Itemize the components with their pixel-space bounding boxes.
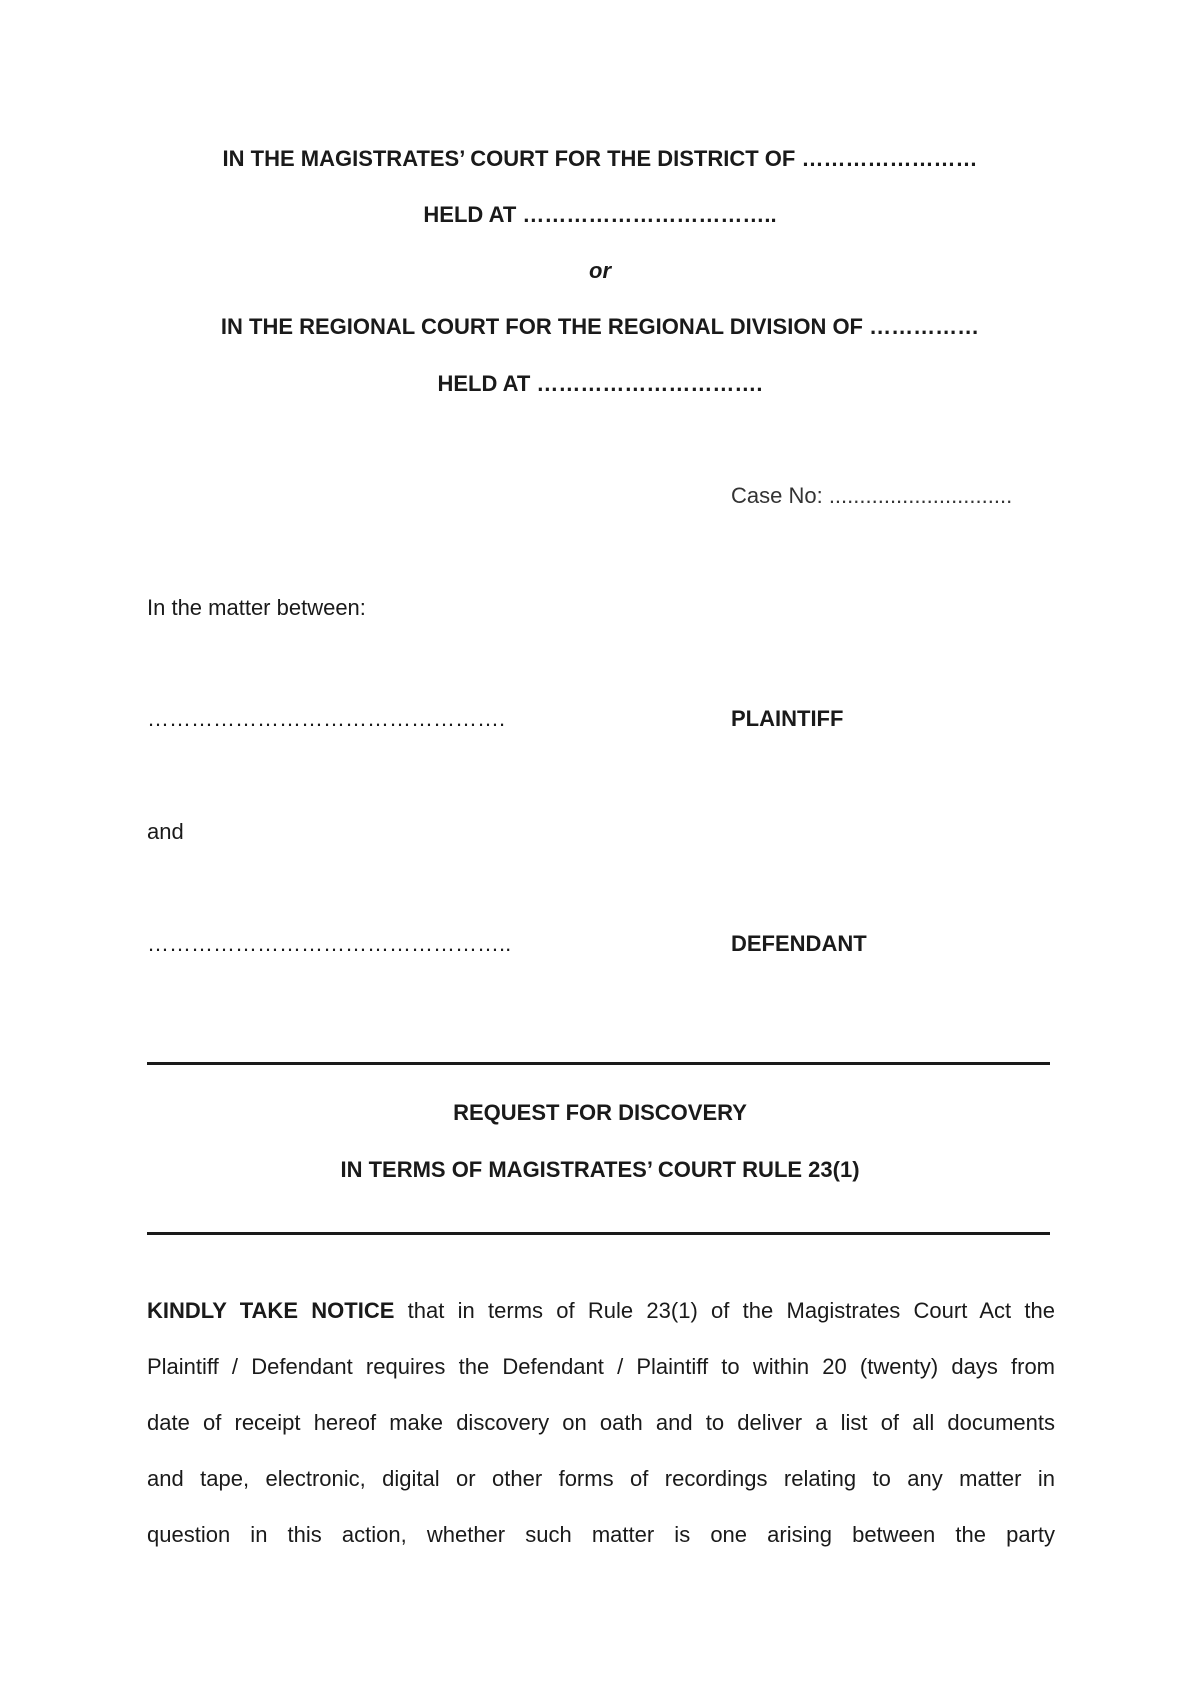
notice-line-1-text: that in terms of Rule 23(1) of the Magistrates Court Act the [394,1298,1055,1323]
paragraph-line-1 [147,1283,1055,1339]
held-at-line-2: HELD AT …………………………. [437,371,763,396]
notice-paragraph [147,1283,1055,1563]
matter-between-intro: In the matter between: [147,595,366,620]
bottom-divider [147,1232,1050,1235]
paragraph-line-3: date of receipt hereof make discovery on oath and to deliver a list of all documents [147,1410,1055,1435]
notice-lead: KINDLY TAKE NOTICE [147,1298,395,1323]
paragraph-line-4: and tape, electronic, digital or other forms of recordings relating to any matter in [147,1466,1055,1491]
document-title: REQUEST FOR DISCOVERY [453,1100,747,1125]
plaintiff-name-blank: …………………………………………. [147,706,506,731]
magistrates-court-heading: IN THE MAGISTRATES’ COURT FOR THE DISTRICT OF …………………… [222,146,978,171]
or-separator: or [589,258,611,283]
top-divider [147,1062,1050,1065]
held-at-line-1: HELD AT …………………………….. [423,202,777,227]
paragraph-line-5: question in this action, whether such matter is one arising between the party [147,1522,1055,1547]
case-number: Case No: .............................. [731,483,1013,508]
paragraph-line-2: Plaintiff / Defendant requires the Defendant / Plaintiff to within 20 (twenty) days from [147,1354,1055,1379]
plaintiff-label: PLAINTIFF [731,706,844,731]
document-subtitle: IN TERMS OF MAGISTRATES’ COURT RULE 23(1) [340,1157,860,1182]
and-conjunction: and [147,819,184,844]
regional-court-heading: IN THE REGIONAL COURT FOR THE REGIONAL DIVISION OF …………… [220,314,980,339]
defendant-name-blank: ………………………………………….. [147,931,512,956]
defendant-label: DEFENDANT [731,931,867,956]
